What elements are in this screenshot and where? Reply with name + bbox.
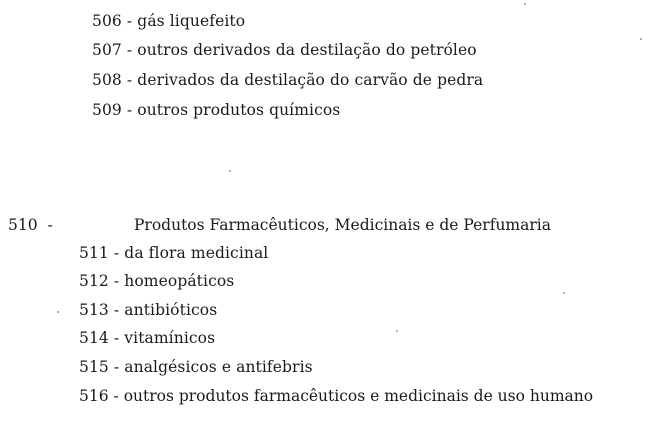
- scan-speck: [640, 38, 642, 40]
- item-separator: -: [108, 387, 124, 405]
- scan-speck: [229, 170, 231, 172]
- item-separator: -: [108, 272, 125, 290]
- list-item-515: [79, 357, 313, 377]
- item-label: homeopáticos: [124, 272, 235, 290]
- list-item-516: [79, 386, 593, 406]
- section-title: Produtos Farmacêuticos, Medicinais e de Perfumaria: [134, 216, 551, 234]
- item-label: derivados da destilação do carvão de pedra: [137, 71, 484, 89]
- item-separator: -: [108, 329, 125, 347]
- item-separator: -: [108, 301, 125, 319]
- item-label: vitamínicos: [124, 329, 216, 347]
- item-separator: -: [108, 244, 125, 262]
- item-separator: -: [121, 101, 138, 119]
- item-label: outros derivados da destilação do petróleo: [137, 41, 477, 59]
- list-item-513: [79, 300, 217, 320]
- item-label: da flora medicinal: [124, 244, 269, 262]
- item-code: 511: [79, 244, 109, 262]
- item-code: 508: [92, 71, 122, 89]
- section-code: [8, 215, 53, 235]
- scan-speck: [524, 3, 526, 5]
- item-label: outros produtos farmacêuticos e medicinais de uso humano: [123, 387, 594, 405]
- item-code: 513: [79, 301, 109, 319]
- item-separator: -: [121, 71, 138, 89]
- item-code: 516: [79, 387, 109, 405]
- list-item-508: [92, 70, 483, 90]
- list-item-507: [92, 40, 477, 60]
- list-item-514: [79, 328, 215, 348]
- list-item-506: [92, 11, 245, 31]
- item-code: 514: [79, 329, 109, 347]
- item-separator: -: [108, 358, 125, 376]
- item-label: outros produtos químicos: [137, 101, 341, 119]
- item-code: 506: [92, 12, 122, 30]
- item-code: 507: [92, 41, 122, 59]
- item-code: 509: [92, 101, 122, 119]
- scan-speck: [396, 330, 398, 332]
- list-item-509: [92, 100, 340, 120]
- list-item-512: [79, 271, 234, 291]
- item-label: gás liquefeito: [137, 12, 246, 30]
- item-separator: -: [121, 41, 138, 59]
- item-separator: -: [121, 12, 138, 30]
- scan-speck: [563, 292, 565, 294]
- item-label: antibióticos: [124, 301, 218, 319]
- item-code: 512: [79, 272, 109, 290]
- section-dash: -: [47, 216, 53, 234]
- scan-speck: [57, 311, 59, 313]
- item-code: 515: [79, 358, 109, 376]
- list-item-511: [79, 243, 268, 263]
- item-label: analgésicos e antifebris: [124, 358, 313, 376]
- section-number: 510: [8, 216, 38, 234]
